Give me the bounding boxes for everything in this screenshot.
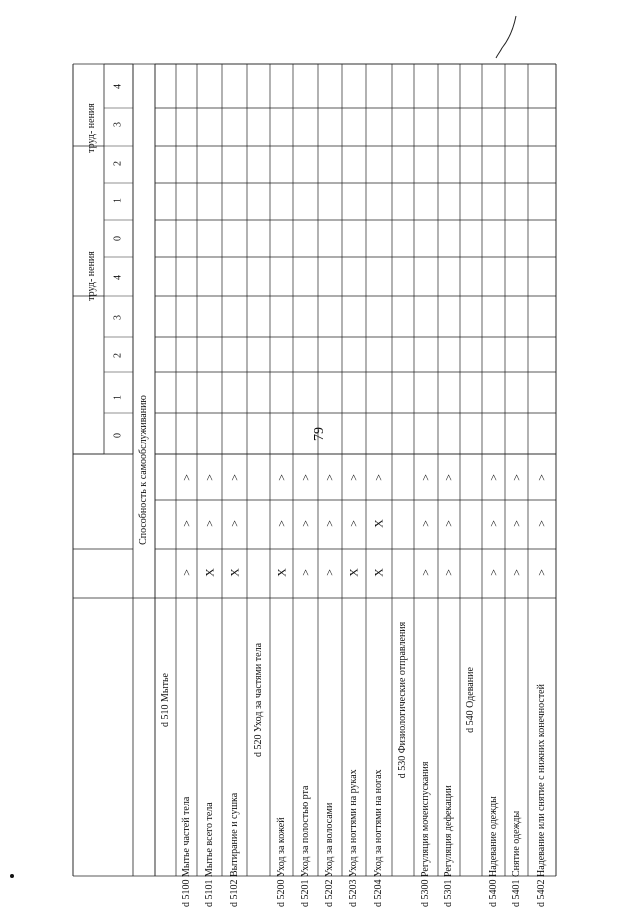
row-label-6: d 5201 Уход за полостью рта <box>299 785 311 907</box>
row-label-5: d 5200 Уход за кожей <box>275 817 287 907</box>
row-label-11: d 5300 Регуляция мочеиспускания <box>420 761 431 907</box>
header-scale-left-0: 0 <box>112 433 124 438</box>
row-label-15: d 5401 Снятие одежды <box>510 810 522 907</box>
row-16-mark-2: > <box>534 520 549 527</box>
row-1-mark-2: > <box>179 520 193 527</box>
row-12-mark-2: > <box>441 520 456 527</box>
row-6-mark-2: > <box>298 520 312 527</box>
row-5-mark-3: > <box>274 474 288 481</box>
row-16-mark-1: > <box>534 569 549 576</box>
row-1-mark-3: > <box>179 474 193 481</box>
header-scale-right-2: 2 <box>112 161 124 166</box>
row-label-3: d 5102 Вытирание и сушка <box>228 792 240 907</box>
row-12-mark-1: > <box>441 569 456 576</box>
header-group-right: труд- нения <box>86 103 97 153</box>
section-title: Способность к самообслуживанию <box>138 395 149 545</box>
header-group-left: труд- нения <box>86 251 97 301</box>
row-3-mark-3: > <box>227 474 241 481</box>
row-8-mark-3: > <box>346 474 361 481</box>
row-9-mark-1: X <box>371 568 386 577</box>
header-scale-left-4: 4 <box>112 275 124 280</box>
row-2-mark-1: X <box>202 568 216 577</box>
row-15-mark-1: > <box>509 569 523 576</box>
row-14-mark-2: > <box>486 520 500 527</box>
row-group-label-0: d 510 Мытье <box>159 673 171 727</box>
row-6-mark-1: > <box>298 569 312 576</box>
row-3-mark-1: X <box>227 568 241 577</box>
header-scale-left-3: 3 <box>112 315 124 320</box>
row-2-mark-3: > <box>202 474 216 481</box>
row-15-mark-3: > <box>509 474 523 481</box>
row-label-9: d 5204 Уход за ногтями на ногах <box>373 769 384 907</box>
row-label-16: d 5402 Надевание или снятие с нижних конечностей <box>536 684 547 907</box>
row-9-mark-2: X <box>371 519 386 528</box>
row-2-mark-2: > <box>202 520 216 527</box>
row-group-label-10: d 530 Физиологические отправления <box>397 621 408 779</box>
row-8-mark-1: X <box>346 568 361 577</box>
row-11-mark-1: > <box>418 569 433 576</box>
row-14-mark-1: > <box>486 569 500 576</box>
row-7-mark-3: > <box>322 474 337 481</box>
header-scale-right-3: 3 <box>112 122 124 127</box>
row-14-mark-3: > <box>486 474 500 481</box>
row-6-mark-3: > <box>298 474 312 481</box>
row-label-7: d 5202 Уход за волосами <box>324 802 335 907</box>
row-9-mark-3: > <box>371 474 386 481</box>
row-5-mark-1: X <box>274 568 288 577</box>
header-scale-right-0: 0 <box>112 236 124 241</box>
row-label-1: d 5100 Мытье частей тела <box>180 796 192 907</box>
row-label-2: d 5101 Мытье всего тела <box>203 802 215 907</box>
row-12-mark-3: > <box>441 474 456 481</box>
row-7-mark-1: > <box>322 569 337 576</box>
row-label-14: d 5400 Надевание одежды <box>487 796 499 907</box>
row-group-label-13: d 540 Одевание <box>465 667 476 733</box>
row-16-mark-3: > <box>534 474 549 481</box>
row-11-mark-3: > <box>418 474 433 481</box>
row-group-label-4: d 520 Уход за частями тела <box>252 642 264 758</box>
row-label-12: d 5301 Регуляция дефекации <box>443 785 454 907</box>
row-8-mark-2: > <box>346 520 361 527</box>
row-1-mark-1: > <box>179 569 193 576</box>
row-11-mark-2: > <box>418 520 433 527</box>
row-7-mark-2: > <box>322 520 337 527</box>
header-scale-left-2: 2 <box>112 353 124 358</box>
row-15-mark-2: > <box>509 520 523 527</box>
header-scale-right-4: 4 <box>112 84 124 89</box>
header-scale-left-1: 1 <box>112 395 124 400</box>
row-label-8: d 5203 Уход за ногтями на руках <box>348 769 359 907</box>
row-5-mark-2: > <box>274 520 288 527</box>
header-scale-right-1: 1 <box>112 198 124 203</box>
page-number: 79 <box>312 427 327 441</box>
row-3-mark-2: > <box>227 520 241 527</box>
